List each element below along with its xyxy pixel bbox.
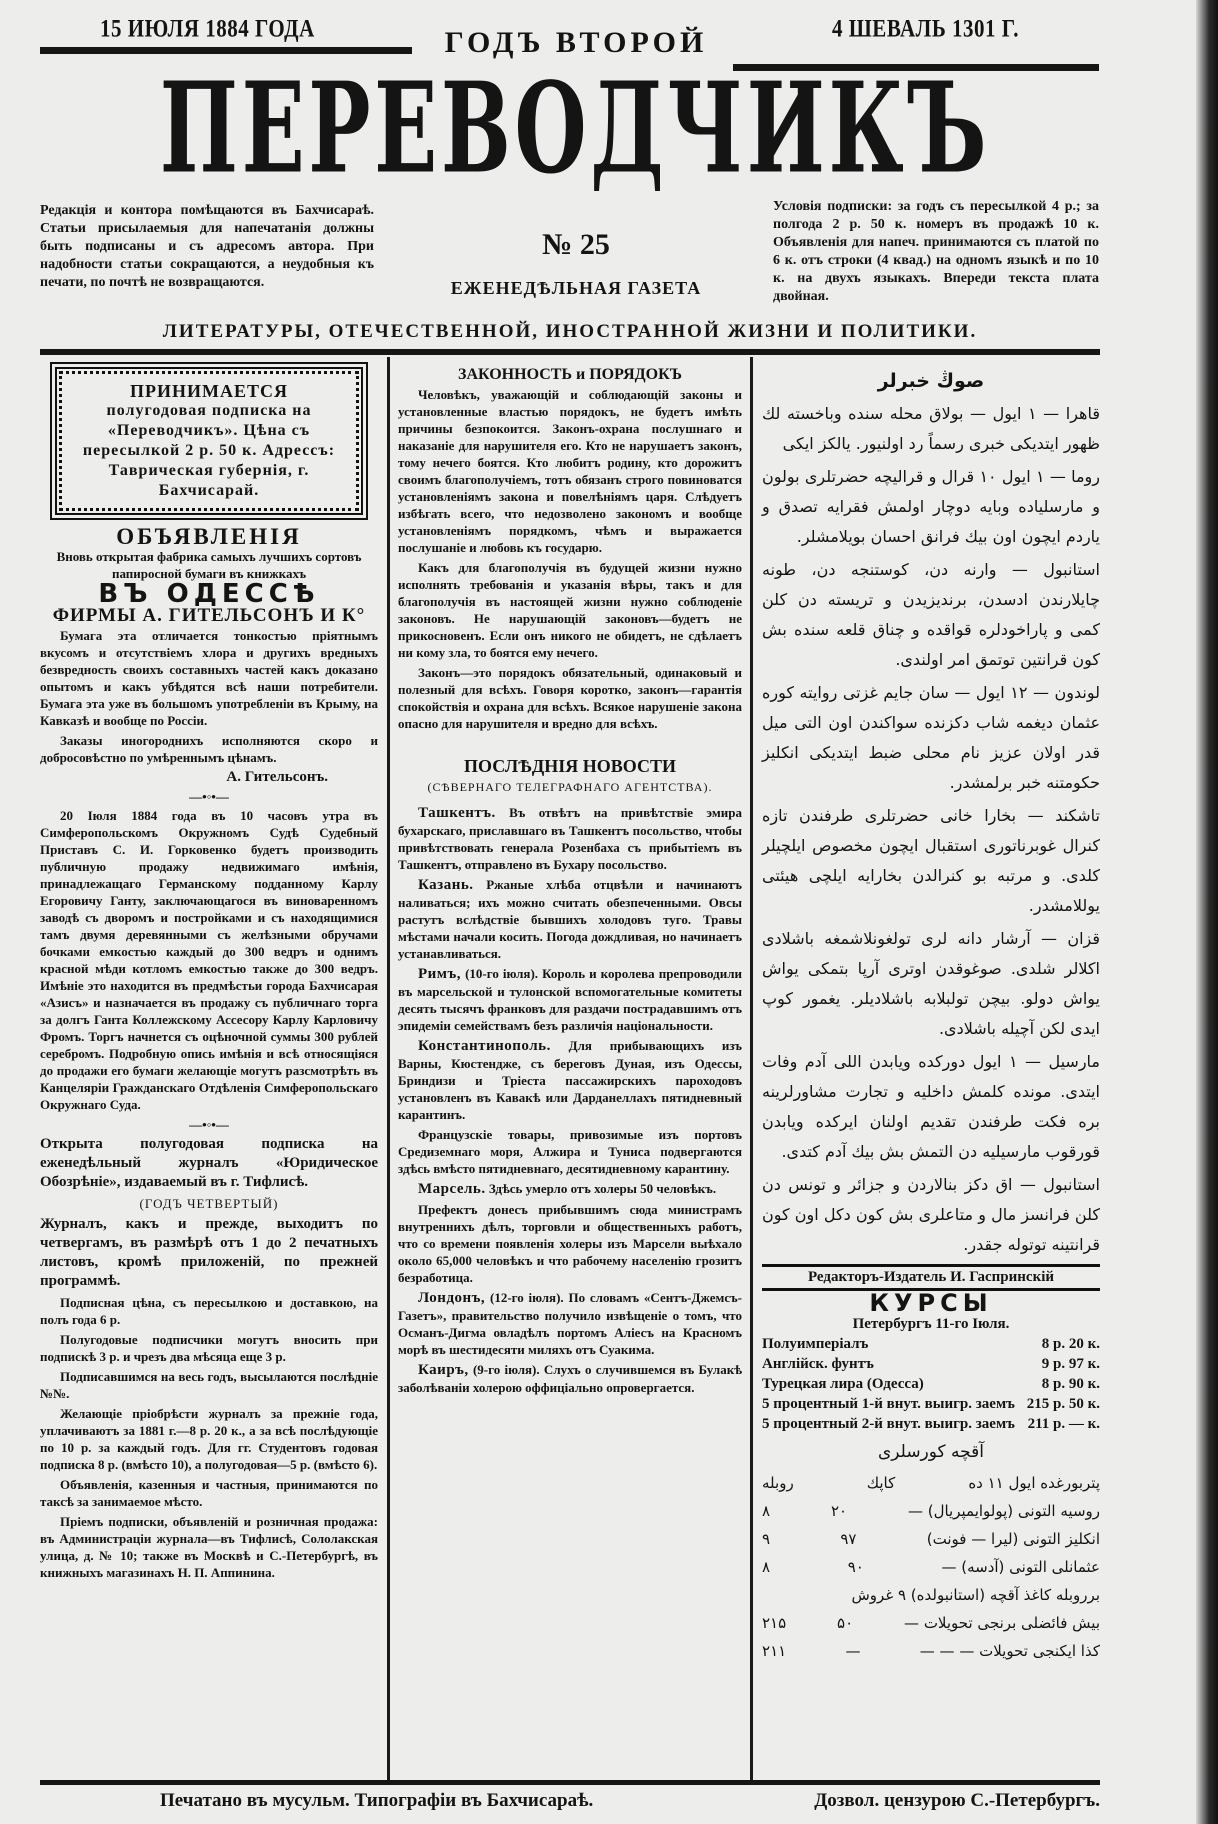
rate-row <box>762 1394 1100 1414</box>
ar-rate-row <box>762 1637 1100 1665</box>
column-divider <box>750 357 753 1780</box>
ar-rate-label: عثمانلی التونی (آدسه) — <box>941 1558 1100 1576</box>
ar-rate-label: برروبله کاغذ آقچه (استانبولده) ۹ غروش <box>851 1586 1100 1604</box>
publication-year: ГОДЪ ВТОРОЙ <box>444 26 708 59</box>
rate-name: 5 процентный 1-й внут. выигр. заемъ <box>762 1396 1015 1412</box>
rate-value: 8 р. 20 к. <box>1041 1336 1100 1352</box>
rate-value: 215 р. 50 к. <box>1026 1396 1100 1412</box>
rate-row <box>762 1334 1100 1354</box>
journal-ad-price: Подписная цѣна, съ пересылкою и доставкою, на полъ года 6 р. <box>40 1295 378 1327</box>
news-place: Ташкентъ. <box>418 805 496 821</box>
ad-intro: Вновь открытая фабрика самыхъ лучшихъ сортовъ папиросной бумаги въ книжкахъ <box>56 549 362 581</box>
ar-rate-ruble: ۲۱۱ <box>762 1642 787 1660</box>
journal-ad-paragraph: Пріемъ подписки, объявленій и розничная продажа: въ Администраціи журнала—въ Тифлисѣ, Сололакская улица, д. № 10; также въ Москвѣ и С.-Петербургѣ, въ книжныхъ магазинахъ Н. П. Аппинина. <box>40 1514 378 1580</box>
news-item <box>398 1201 742 1286</box>
news-text: (12-го іюля). По словамъ «Сентъ-Джемсъ-Газетъ», правительство получило извѣщеніе о томъ, что Османъ-Дигма овладѣлъ портомъ Аліесъ на Красномъ морѣ въ шестидесяти миляхъ отъ Суакима. <box>398 1290 742 1357</box>
subscription-terms: Условія подписки: за годъ съ пересылкой 4 р.; за полгода 2 р. 50 к. номеръ въ продажѣ 10 к. Объявленія для напеч. принимаются съ платой по 6 к. отъ строки (4 квад.) на одномъ языкѣ и по 10 к. на двухъ языкахъ. Впереди текста плата двойная. <box>773 199 1099 304</box>
journal-ad-lead-2: Журналъ, какъ и прежде, выходитъ по четвергамъ, въ размѣрѣ отъ 1 до 2 печатныхъ листовъ, кромѣ приложеній, по прежней программѣ. <box>40 1216 378 1289</box>
rate-row <box>762 1354 1100 1374</box>
masthead-rule <box>40 349 1100 355</box>
tatar-news-heading: صوڭ خبرلر <box>877 370 985 392</box>
ar-rate-kopek: — <box>845 1642 861 1660</box>
journal-ad-year: (ГОДЪ ЧЕТВЕРТЫЙ) <box>139 1196 279 1211</box>
news-item <box>398 1037 742 1123</box>
journal-ad-paragraph: Объявленія, казенныя и частныя, принимаются по таксѣ за занимаемое мѣсто. <box>40 1477 378 1509</box>
ar-rate-ruble: روبله <box>762 1474 794 1492</box>
ad-firm: ФИРМЫ А. ГИТЕЛЬСОНЪ И К° <box>52 605 366 626</box>
news-text: (9-го іюля). Слухъ о случившемся въ Булакѣ заболѣваніи холерою оффиціально опровергается. <box>398 1362 742 1395</box>
rate-name: 5 процентный 2-й внут. выигр. заемъ <box>762 1416 1015 1432</box>
journal-ad-paragraph: Подписавшимся на весь годъ, высылаются послѣдніе №№. <box>40 1369 378 1401</box>
news-text: (10-го іюля). Король и королева препроводили въ марсельской и тулонской вспомогательные комитеты десять тысячъ франковъ для раздачи пострадавшимъ отъ эпидеміи семействамъ безъ различія національности. <box>398 966 742 1033</box>
ar-rate-kopek: ۵۰ <box>837 1614 854 1632</box>
news-item <box>398 1126 742 1177</box>
ar-rate-ruble: ۸ <box>762 1558 771 1576</box>
ar-rate-label: انکلیز التونی (لیرا — فونت) <box>926 1530 1100 1548</box>
subscription-notice-text: полугодовая подписка на «Переводчикъ». Цѣна съ пересылкой 2 р. 50 к. Адрессъ: Таврическая губернія, г. Бахчисарай. <box>82 402 336 499</box>
tatar-news-paragraph: استانبول — اق دکز بنالاردن و جزائر و تونس دن کلن فرانسز مال و متاعلری بش کون دکل اون کون قرانتینه توتوله جقدر. <box>762 1175 1100 1254</box>
tatar-news-paragraph: تاشکند — بخارا خانی حضرتلری طرفندن تازه کنرال غوبرناتوری استقبال ایچون مخصوص ایلچیلر کلدی. و مرتبه بو کنرالدن بخارایه ایلچی هیئتی یوللامشدر. <box>762 806 1100 915</box>
article-paragraph: Человѣкъ, уважающій и соблюдающій законы и установленные властью порядокъ, не будетъ имѣть причины безпокоится. Законъ-охрана послушнаго и наказаніе для нарушителя его. Кто не нарушаетъ законъ, тому нечего боятся. Кто любитъ родину, кто дорожитъ своимъ благополучіемъ, тотъ обязанъ строго повиноватся установленіямъ закона и повелѣніямъ царя. Слѣдуетъ избѣгать всего, что недозволено закономъ и вообще установленіямъ порядкомъ, чѣмъ и выражается послушаніе и любовь къ государю. <box>398 387 742 555</box>
ar-rate-label: کذا ایکنجی تحویلات — — — <box>919 1642 1100 1660</box>
tatar-news-paragraph: لوندون — ۱۲ ایول — سان جایم غزتی روایته کوره عثمان دیغمه شاب دکزنده سواکندن اون التی میل قدر اولان عزیز نام محلی ضبط ایتدیکی انکلیز حکومتنه خبر برلمشدر. <box>762 683 1100 792</box>
rates-title: КУРСЫ <box>869 1289 993 1317</box>
news-text: Здѣсь умерло отъ холеры 50 человѣкъ. <box>488 1181 717 1196</box>
news-text: Для прибывающихъ изъ Варны, Кюстендже, съ береговъ Дуная, изъ Одессы, Бриндизи и Тріеста пассажирскихъ пароходовъ установленъ въ Кавакѣ или Дарданеллахъ пятидневный карантинъ. <box>398 1038 742 1122</box>
tatar-news-paragraph: قزان — آرشار دانه لری تولغونلاشمغه باشلادی اکلالر شلدی. صوغوقدن اوتری آرپا بتمکی یواش یواش دولو. بیچن تولبلابه باشلادیلر. یغمور کوپ ایدی لکن آچیله باشلادی. <box>762 929 1100 1038</box>
ar-rate-kopek: ۹۰ <box>847 1558 864 1576</box>
news-place: Лондонъ, <box>418 1290 486 1306</box>
ad-orders: Заказы иногороднихъ исполняются скоро и добросовѣстно по умѣреннымъ цѣнамъ. <box>40 733 378 765</box>
article-paragraph: Законъ—это порядокъ обязательный, одинаковый и полезный для всѣхъ. Говоря коротко, законъ—гарантія спокойствія и охрана для всѣхъ. Всякое нарушеніе закона опасно для нарушителя и вредно для всѣхъ. <box>398 665 742 731</box>
news-place: Римъ, <box>418 966 462 982</box>
tatar-news-paragraph: استانبول — وارنه دن، کوستنجه دن، طونه چایلارندن ادسدن، برندیزیدن و تریسته دن کلن کمی و پاراخودلره قواقده و چناق قلعه سنده بش کون قرانتین توتمق امر اولندی. <box>762 560 1100 669</box>
rate-value: 211 р. — к. <box>1027 1416 1100 1432</box>
footer <box>160 1790 1100 1812</box>
news-place: Константинополь. <box>418 1038 551 1054</box>
ornament-divider: —•◦•— <box>189 789 229 804</box>
ad-city: ВЪ ОДЕССѢ <box>98 579 320 609</box>
footer-rule <box>40 1780 1100 1785</box>
news-place: Марсель. <box>418 1181 486 1197</box>
ad-body: Бумага эта отличается тонкостью пріятнымъ вкусомъ и отсутствіемъ хлора и другихъ вредныхъ безвредность своихъ составныхъ частей какъ доказано опытомъ и какъ убѣдятся всѣ наши потребители. Бумага эта уже въ большомъ употребленіи въ Крыму, на Кавказѣ и вообще по Россіи. <box>40 628 378 728</box>
news-text: Въ отвѣтъ на привѣтствіе эмира бухарскаго, приславшаго въ Ташкентъ посольство, чтобы привѣтствовать генерала Розенбаха съ прибытіемъ въ Ташкентъ, отправлено въ Бухару посольство. <box>398 805 742 872</box>
news-item <box>398 1289 742 1358</box>
rate-value: 9 р. 97 к. <box>1041 1356 1100 1372</box>
news-place: Казань. <box>418 877 474 893</box>
news-item <box>398 1180 742 1198</box>
ar-rate-ruble: ۸ <box>762 1502 771 1520</box>
journal-ad-lead: Открыта полугодовая подписка на еженедѣльный журналъ «Юридическое Обозрѣніе», издаваемый въ г. Тифлисѣ. <box>40 1136 378 1190</box>
article-paragraph: Какъ для благополучія въ будущей жизни нужно исполнять требованія и указанія вѣры, такъ и для благополучія въ настоящей жизни нужно соблюденіе законовъ. Не нарушающій законовъ—будетъ не прикосновенъ. Если онъ никого не обидетъ, не сдѣлаетъ ни кому зла, то боятся ему нечего. <box>398 560 742 660</box>
journal-ad-paragraph: Полугодовые подписчики могутъ вносить при подпискѣ 3 р. и чрезъ два мѣсяца еще 3 р. <box>40 1332 378 1364</box>
tatar-news-paragraph: مارسیل — ۱ ایول دوركده ویابدن اللی آدم وفات ایتدی. مونده کلمش داخلیه و تجارت مشاورلرینه بره فکت طرفندن تقدیم اولنان ایرکده ویابدن قورقوب مارسیلیه دن التمش بش بیك آدم کتدی. <box>762 1052 1100 1161</box>
ar-rate-row <box>762 1497 1100 1525</box>
right-column <box>762 362 1100 1665</box>
news-source: (СѢВЕРНАГО ТЕЛЕГРАФНАГО АГЕНТСТВА). <box>427 780 713 794</box>
news-text: Французскіе товары, привозимые изъ портовъ Средиземнаго моря, Алжира и Туниса подвергаются здѣсь вмѣсто пятидневнаго, десятидневному карантину. <box>398 1127 742 1176</box>
news-title: ПОСЛѢДНІЯ НОВОСТИ <box>463 756 677 776</box>
ar-rate-kopek: ۹۷ <box>840 1530 857 1548</box>
news-place: Каиръ, <box>418 1362 469 1378</box>
news-item <box>398 876 742 962</box>
subscription-notice-title: ПРИНИМАЕТСЯ <box>130 381 288 401</box>
ar-rate-kopek: کاپك <box>866 1474 896 1492</box>
journal-ad-paragraph: Желающіе пріобрѣсти журналъ за прежніе года, уплачиваютъ за 1881 г.—8 р. 20 к., а за всѣ послѣдующіе по 10 р. за каждый годъ. Для гг. Студентовъ годовая подписка 8 р. (вмѣсто 10), а полугодовая—5 р. (вмѣсто 6). <box>40 1406 378 1472</box>
ar-rate-row <box>762 1609 1100 1637</box>
ar-rate-ruble: ۹ <box>762 1530 771 1548</box>
ornament-divider: —•◦•— <box>189 1117 229 1132</box>
rate-row <box>762 1374 1100 1394</box>
subscription-notice-box <box>50 362 368 520</box>
column-divider <box>387 357 390 1780</box>
news-text: Ржаные хлѣба отцвѣли и начинаютъ наливаться; ихъ можно считать обезпеченными. Овсы растутъ вслѣдствіе бывшихъ холодовъ туго. Травы мѣстами начали косить. Погода дождливая, но начинаетъ устанавливаться. <box>398 877 742 961</box>
news-item <box>398 965 742 1034</box>
censor-note: Дозвол. цензурою С.-Петербургъ. <box>814 1790 1100 1811</box>
header-rule-left <box>40 47 412 54</box>
news-item <box>398 1361 742 1396</box>
news-item <box>398 804 742 873</box>
middle-column <box>398 362 742 1399</box>
auction-notice: 20 Іюля 1884 года въ 10 часовъ утра въ Симферопольскомъ Окружномъ Судѣ Судебный Приставъ С. И. Горковенко будетъ производить публичную продажу недвижимаго имѣнія, принадлежащаго Германскому подданному Карлу Егоровичу Ганту, заключающагося въ виноваренномъ заводѣ съ дворомъ и постройками и съ находящимися тамъ двумя деревянными съ желѣзными обручами бочками емкостью каждый до 300 ведръ и однимъ красной мѣди котломъ емкостью также до 300 ведръ. Имѣніе это находится въ предмѣстьи города Бахчисарая «Азисъ» и назначается въ продажу съ публичнаго торга за долгъ Ганта Коллежскому Ассесору Карлу Карловичу Фромъ. Торгъ начнется съ оцѣночной суммы 300 рублей серебромъ. Подробную опись имѣнія и всѣ относящіяся до продажи его бумаги желающіе могутъ разсмотрѣть въ Канцеляріи Гражданскаго Отдѣленія Симферопольскаго Окружнаго Суда. <box>40 808 378 1112</box>
weekly-label: ЕЖЕНЕДѢЛЬНАЯ ГАЗЕТА <box>450 278 702 298</box>
editorial-note: Редакція и контора помѣщаются въ Бахчисараѣ. Статьи присылаемыя для напечатанія должны быть подписаны и съ адресомъ автора. При надобности статьи сокращаются, а неудобныя къ печати, по почтѣ не возвращаются. <box>40 203 374 290</box>
issue-number: № 25 <box>542 228 610 261</box>
ar-rate-row <box>762 1525 1100 1553</box>
rates-table <box>762 1314 1100 1434</box>
rate-name: Англійск. фунтъ <box>762 1356 874 1372</box>
tagline: ЛИТЕРАТУРЫ, ОТЕЧЕСТВЕННОЙ, ИНОСТРАННОЙ ЖИЗНИ И ПОЛИТИКИ. <box>162 321 978 342</box>
ads-heading: ОБЪЯВЛЕНІЯ <box>116 524 302 549</box>
newspaper-masthead: ПЕРЕВОДЧИКЪ <box>159 55 991 202</box>
issue-date-gregorian: 15 ИЮЛЯ 1884 ГОДА <box>100 13 315 43</box>
ar-rate-label: پتربورغده ایول ۱۱ ده <box>968 1474 1100 1492</box>
news-text: Префектъ донесъ прибывшимъ сюда министрамъ внутреннихъ дѣлъ, торговли и общественныхъ работъ, что со времени появленія холеры изъ Марсели выѣхало около 65,000 человѣкъ и что рабочему населенію грозитъ безработица. <box>398 1202 742 1285</box>
editor-line: Редакторъ-Издатель И. Гаспринскій <box>762 1264 1100 1291</box>
rate-name: Турецкая лира (Одесса) <box>762 1376 924 1392</box>
ar-rates-title: آقچه کورسلری <box>878 1442 984 1462</box>
ar-rate-kopek: ۲۰ <box>830 1502 848 1520</box>
rate-row <box>762 1414 1100 1434</box>
ar-rate-label: روسیه التونی (پولوایمپریال) — <box>907 1502 1100 1520</box>
ar-rate-header <box>762 1469 1100 1497</box>
left-column <box>40 362 378 1584</box>
issue-date-hijri: 4 ШЕВАЛЬ 1301 Г. <box>832 13 1019 43</box>
article-title: ЗАКОННОСТЬ и ПОРЯДОКЪ <box>458 366 682 383</box>
tatar-news-paragraph: قاهرا — ۱ ایول — بولاق محله سنده وباخسته لك ظهور ایتدیكی خبری رسماً رد اولنیور. یالکز ایکی <box>762 404 1101 453</box>
ad-signature: А. Гительсонъ. <box>226 769 328 785</box>
tatar-news <box>762 366 1100 1260</box>
scan-edge <box>1196 0 1218 1824</box>
rates-date: Петербургъ 11-го Іюля. <box>852 1316 1010 1332</box>
rate-value: 8 р. 90 к. <box>1041 1376 1100 1392</box>
ar-rate-ruble: ۲۱۵ <box>762 1614 787 1632</box>
printer-note: Печатано въ мусульм. Типографіи въ Бахчисараѣ. <box>160 1790 594 1811</box>
ar-rate-row <box>762 1581 1100 1609</box>
ar-rate-row <box>762 1553 1100 1581</box>
tatar-news-paragraph: روما — ۱ ایول ۱۰ قرال و قرالیچه حضرتلری بولون و مارسلیاده وبایه دوچار اولمش فقرایه تصدق و یاردم ایچون اون بیك فرانق احسان بویلامشلر. <box>762 467 1100 546</box>
rate-name: Полуимперіалъ <box>762 1336 869 1352</box>
ar-rate-label: بیش فائضلی برنجی تحویلات — <box>904 1614 1100 1632</box>
